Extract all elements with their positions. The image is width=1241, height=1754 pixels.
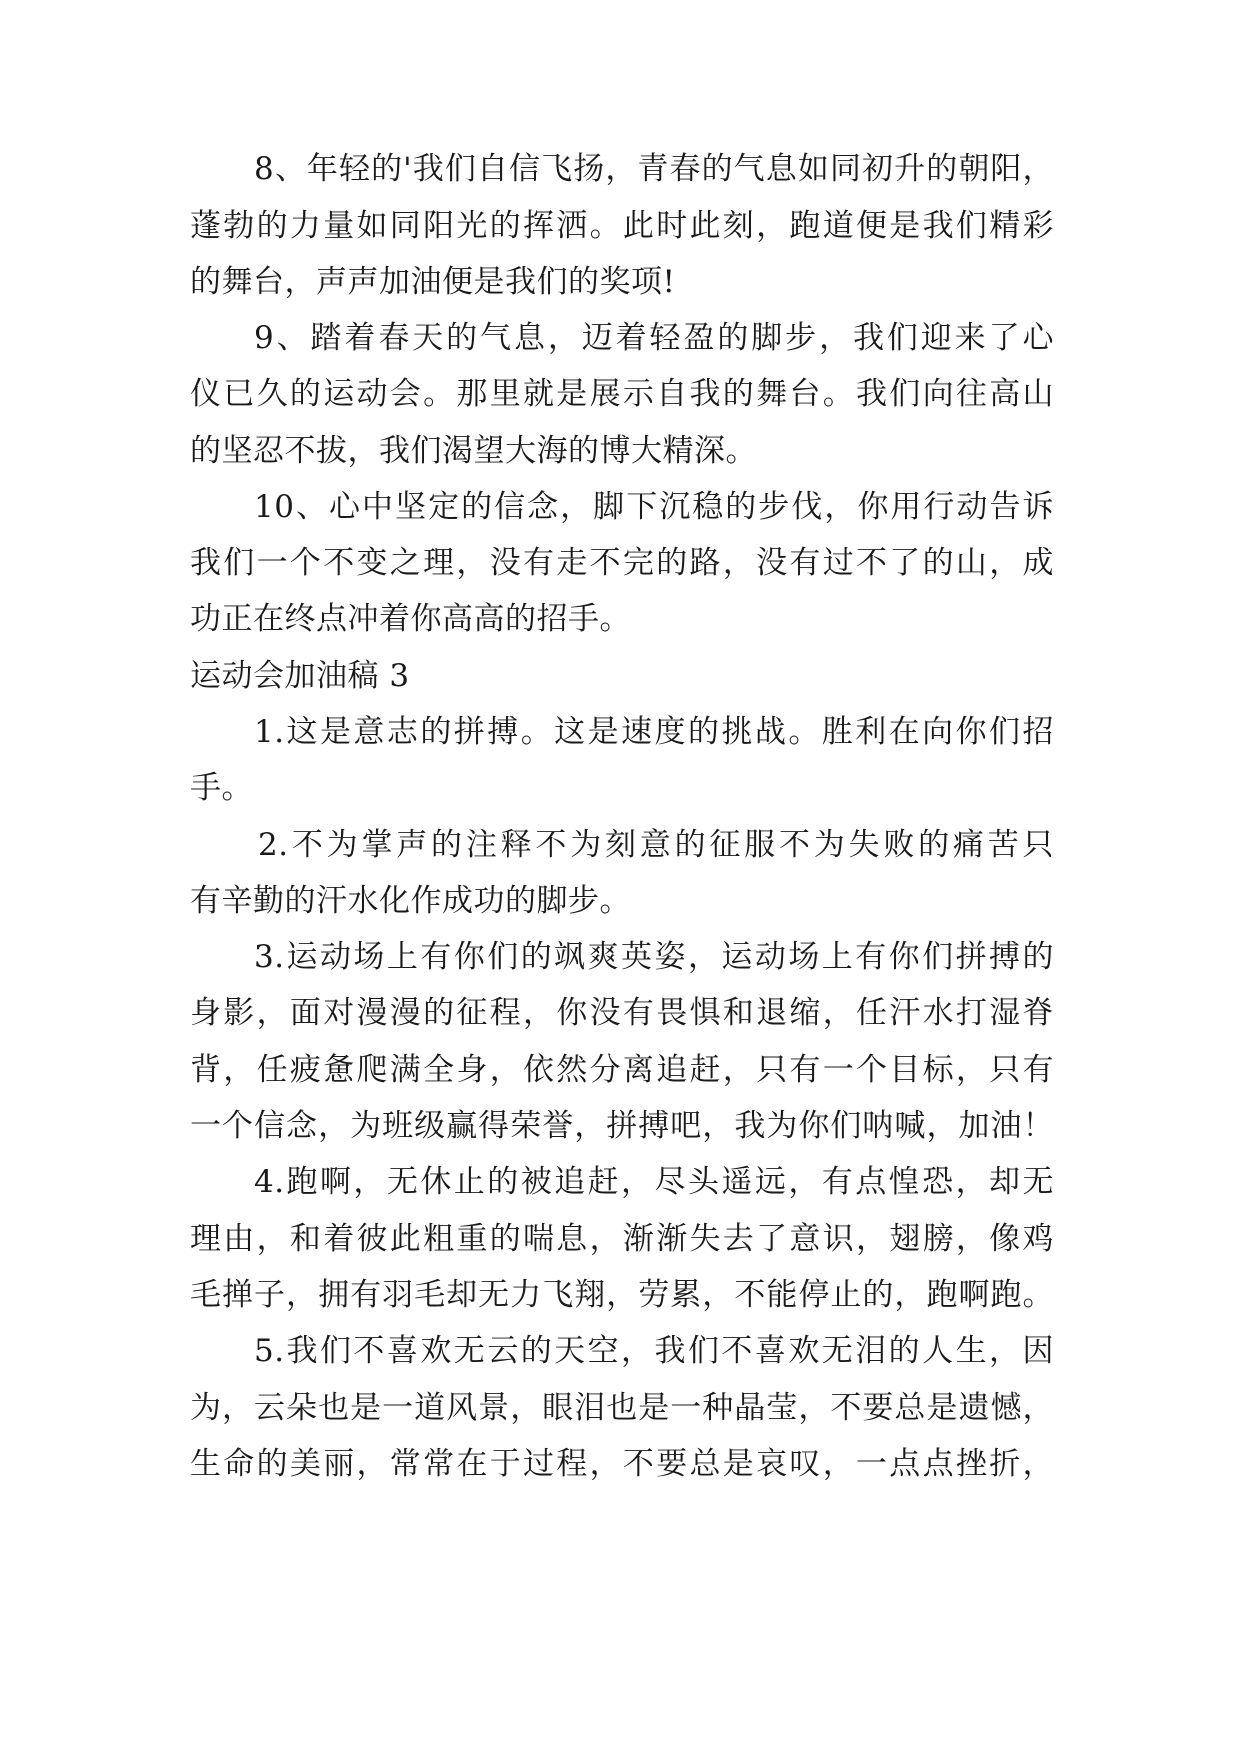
paragraph-10-line-3: 功正在终点冲着你高高的招手。: [190, 601, 631, 637]
paragraph-8-line-1: 8、年轻的'我们自信飞扬，青春的气息如同初升的朝阳，: [254, 151, 1054, 187]
paragraph-10-line-2: 我们一个不变之理，没有走不完的路，没有过不了的山，成: [190, 545, 1054, 581]
item-5-line-1: 5.我们不喜欢无云的天空，我们不喜欢无泪的人生，因: [254, 1333, 1054, 1369]
item-4-line-2: 理由，和着彼此粗重的喘息，渐渐失去了意识，翅膀，像鸡: [190, 1221, 1054, 1257]
item-3-line-3: 背，任疲惫爬满全身，依然分离追赶，只有一个目标，只有: [190, 1052, 1054, 1088]
section-heading: 运动会加油稿 3: [190, 658, 410, 694]
paragraph-8-line-2: 蓬勃的力量如同阳光的挥洒。此时此刻，跑道便是我们精彩: [190, 208, 1054, 244]
item-3-line-2: 身影，面对漫漫的征程，你没有畏惧和退缩，任汗水打湿脊: [190, 995, 1054, 1031]
paragraph-9-line-2: 仪已久的运动会。那里就是展示自我的舞台。我们向往高山: [190, 376, 1054, 412]
item-3-line-4: 一个信念，为班级赢得荣誉，拼搏吧，我为你们呐喊，加油！: [190, 1108, 1054, 1144]
item-4-line-1: 4.跑啊，无休止的被追赶，尽头遥远，有点惶恐，却无: [254, 1164, 1054, 1200]
item-1-line-1: 1.这是意志的拼搏。这是速度的挑战。胜利在向你们招: [254, 714, 1054, 750]
item-2-line-2: 有辛勤的汗水化作成功的脚步。: [190, 883, 631, 919]
item-5-line-3: 生命的美丽，常常在于过程，不要总是哀叹，一点点挫折，: [190, 1446, 1054, 1482]
item-5-line-2: 为，云朵也是一道风景，眼泪也是一种晶莹，不要总是遗憾，: [190, 1390, 1054, 1426]
item-1-line-2: 手。: [190, 770, 253, 806]
paragraph-10-line-1: 10、心中坚定的信念，脚下沉稳的步伐，你用行动告诉: [254, 489, 1054, 525]
paragraph-9-line-1: 9、踏着春天的气息，迈着轻盈的脚步，我们迎来了心: [254, 320, 1054, 356]
item-4-line-3: 毛掸子，拥有羽毛却无力飞翔，劳累，不能停止的，跑啊跑。: [190, 1277, 1054, 1313]
paragraph-9-line-3: 的坚忍不拔，我们渴望大海的博大精深。: [190, 433, 757, 469]
item-2-line-1: 2.不为掌声的注释不为刻意的征服不为失败的痛苦只: [258, 827, 1054, 863]
paragraph-8-line-3: 的舞台，声声加油便是我们的奖项!: [190, 264, 676, 300]
item-3-line-1: 3.运动场上有你们的飒爽英姿，运动场上有你们拼搏的: [254, 939, 1054, 975]
